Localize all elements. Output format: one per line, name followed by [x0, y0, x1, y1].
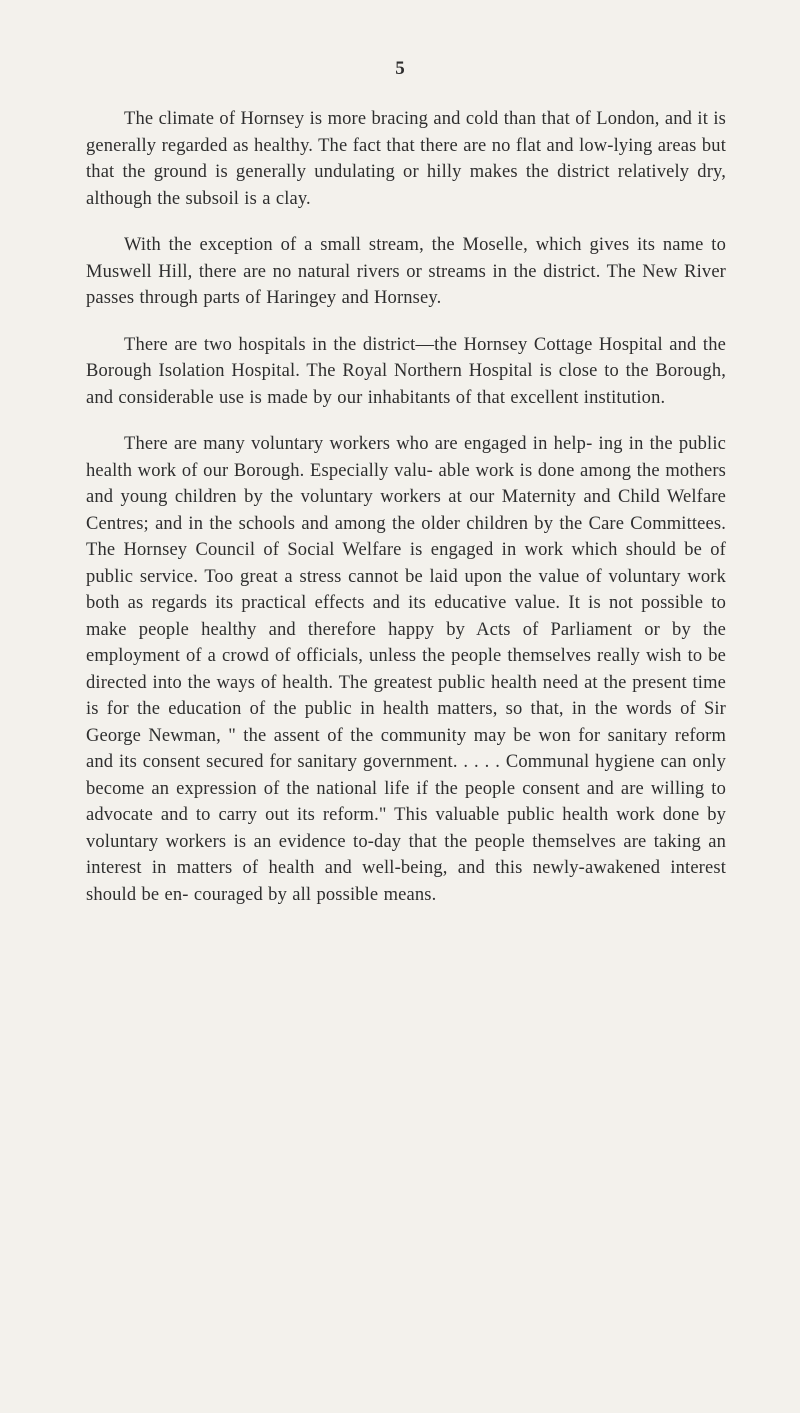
body-text [86, 106, 726, 928]
page-number: 5 [395, 58, 405, 79]
paragraph-climate: The climate of Hornsey is more bracing and cold than that of London, and it is generally regarded as healthy. The fact that there are no flat and low-lying areas but that the ground is generally undulating or hilly makes the district relatively dry, although the subsoil is a clay. [86, 109, 726, 209]
paragraph-voluntary-workers: There are many voluntary workers who are engaged in help- ing in the public health work of our Borough. Especially valu- able work is done among the mothers and young children by the voluntary workers at our Maternity and Child Welfare Centres; and in the schools and among the older children by the Care Committees. The Hornsey Council of Social Welfare is engaged in work which should be of public service. Too great a stress cannot be laid upon the value of voluntary work both as regards its practical effects and its educative value. It is not possible to make people healthy and therefore happy by Acts of Parliament or by the employment of a crowd of officials, unless the people themselves really wish to be directed into the ways of health. The greatest public health need at the present time is for the education of the public in health matters, so that, in the words of Sir George Newman, " the assent of the community may be won for sanitary reform and its consent secured for sanitary government. . . . . Communal hygiene can only become an expression of the national life if the people consent and are willing to advocate and to carry out its reform." This valuable public health work done by voluntary workers is an evidence to-day that the people themselves are taking an interest in matters of health and well-being, and this newly-awakened interest should be en- couraged by all possible means. [86, 434, 726, 905]
paragraph-rivers: With the exception of a small stream, the Moselle, which gives its name to Muswell Hill, there are no natural rivers or streams in the district. The New River passes through parts of Haringey and Hornsey. [86, 235, 726, 308]
paragraph-hospitals: There are two hospitals in the district—the Hornsey Cottage Hospital and the Borough Isolation Hospital. The Royal Northern Hospital is close to the Borough, and considerable use is made by our inhabitants of that excellent institution. [86, 334, 726, 408]
